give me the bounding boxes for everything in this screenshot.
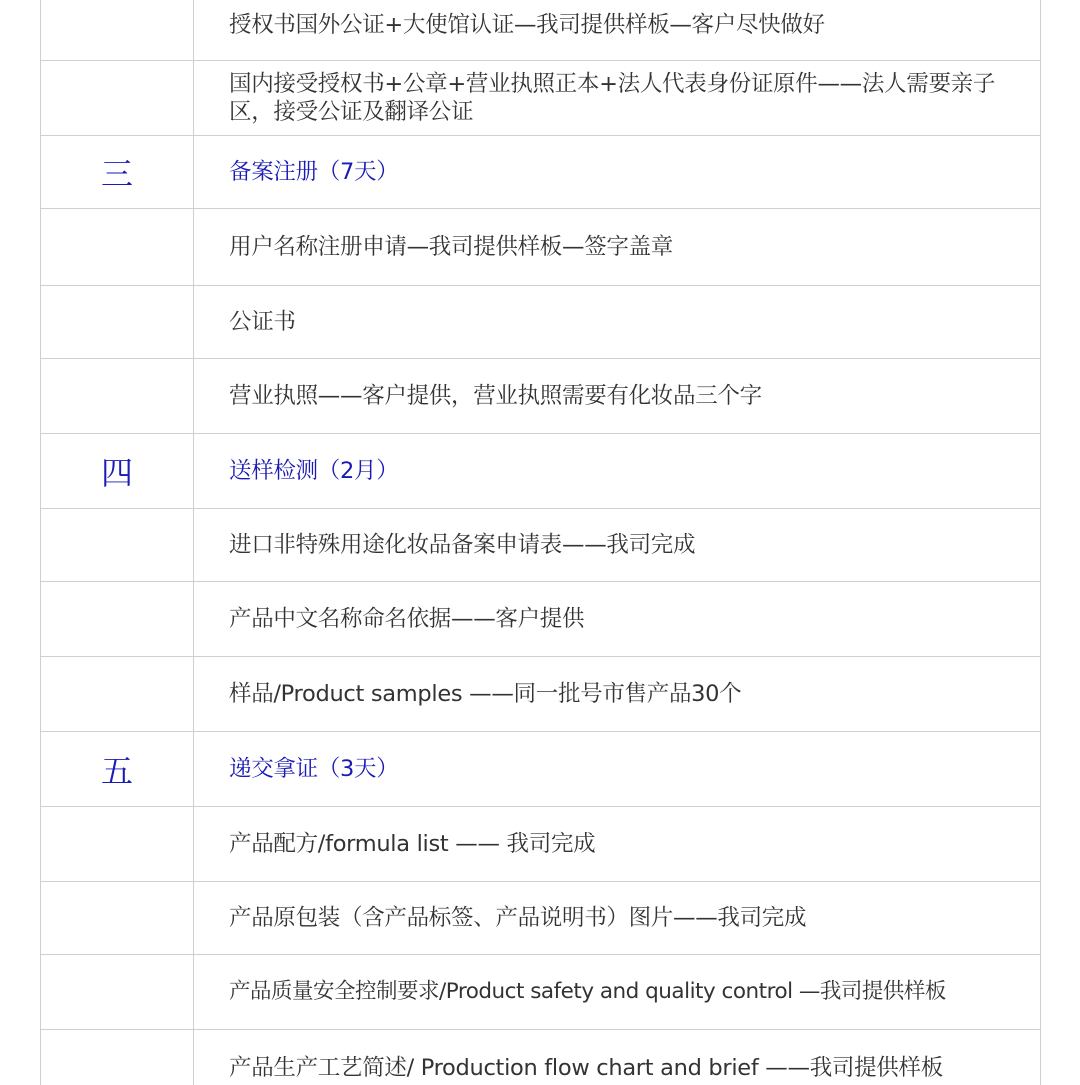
table-row [41,807,1040,882]
step-number-cell [41,359,194,433]
step-number-cell [41,807,194,881]
table-row [41,955,1040,1030]
section-heading-text: 递交拿证（3天） [229,756,399,782]
step-number-cell [41,1030,194,1085]
table-row [41,209,1040,286]
step-item-text: 产品质量安全控制要求/Product safety and quality control —我司提供样板 [229,979,946,1004]
step-item-text: 公证书 [229,309,296,335]
table-row [41,286,1040,359]
step-item-text: 产品原包装（含产品标签、产品说明书）图片——我司完成 [229,905,807,931]
step-number-cell: 三 [41,136,194,208]
step-item-text: 样品/Product samples ——同一批号市售产品30个 [229,681,742,707]
section-heading-text: 送样检测（2月） [229,458,399,484]
registration-process-table [40,0,1041,1085]
step-item-text: 产品配方/formula list —— 我司完成 [229,831,596,857]
step-number-cell [41,582,194,656]
table-row [41,0,1040,61]
step-item-text: 进口非特殊用途化妆品备案申请表——我司完成 [229,532,696,558]
step-number-cell [41,955,194,1029]
table-row [41,657,1040,732]
step-item-text: 营业执照——客户提供，营业执照需要有化妆品三个字 [229,383,762,409]
table-row [41,136,1040,209]
step-item-text: 产品生产工艺简述/ Production flow chart and brief ——我司提供样板 [229,1055,943,1081]
section-heading-text: 备案注册（7天） [229,159,399,185]
step-item-text: 产品中文名称命名依据——客户提供 [229,606,585,632]
step-number-cell [41,61,194,135]
step-number-cell [41,0,194,60]
step-number-cell [41,657,194,731]
step-number-cell [41,509,194,581]
step-number-cell [41,882,194,954]
step-item-text: 国内接受授权书+公章+营业执照正本+法人代表身份证原件——法人需要亲子区，接受公证及翻译公证 [229,71,996,125]
table-row [41,509,1040,582]
step-item-text: 授权书国外公证+大使馆认证—我司提供样板—客户尽快做好 [229,12,825,38]
table-row [41,582,1040,657]
step-item-text: 用户名称注册申请—我司提供样板—签字盖章 [229,234,674,260]
table-row [41,61,1040,136]
step-number-cell: 五 [41,732,194,806]
step-number-cell [41,286,194,358]
table-row [41,359,1040,434]
table-row [41,1030,1040,1085]
table-row [41,882,1040,955]
table-row [41,732,1040,807]
table-row [41,434,1040,509]
step-number-cell: 四 [41,434,194,508]
step-number-cell [41,209,194,285]
